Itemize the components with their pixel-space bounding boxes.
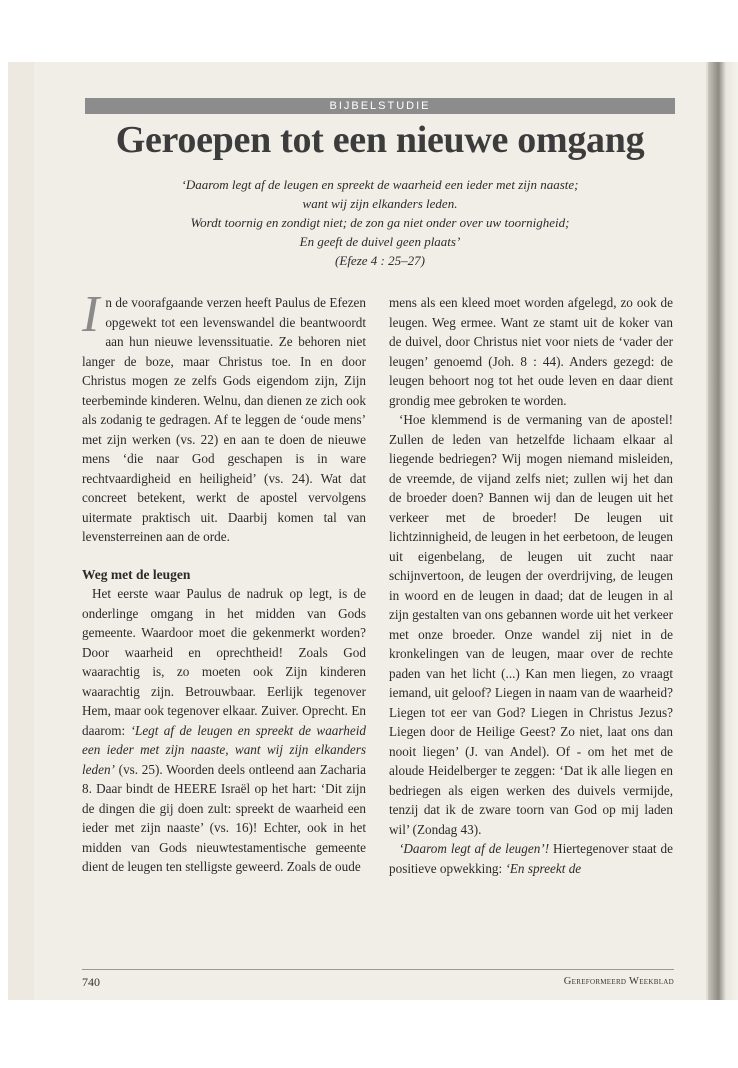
scripture-quote: ‘Daarom legt af de leugen’! — [399, 841, 550, 856]
magazine-name: Gereformeerd Weekblad — [563, 976, 674, 987]
body-text: Het eerste waar Paulus de nadruk op legt, is de onderlinge omgang in het midden van Gods gemeente. Waardoor moet die gekenmerkt worden? Door waarheid en oprechtheid! Zoals God waarachtig is, zo moeten ook Zijn kinderen waarachtig zijn. Betrouwbaar. Eerlijk tegenover Hem, maar ook tegenover elkaar. Zuiver. Oprecht. En daarom: — [82, 586, 366, 738]
body-paragraph — [389, 839, 673, 878]
footer-rule — [82, 969, 674, 970]
motto-line: want wij zijn elkanders leden. — [302, 196, 458, 211]
right-column — [389, 293, 673, 878]
motto-reference: (Efeze 4 : 25–27) — [335, 253, 425, 268]
body-paragraph — [82, 584, 366, 877]
scripture-motto — [85, 175, 675, 270]
article-title: Geroepen tot een nieuwe omgang — [115, 119, 645, 161]
book-spine — [708, 62, 738, 1000]
section-band: BIJBELSTUDIE — [85, 98, 675, 114]
scripture-quote: ‘Legt af de leugen en spreekt de waarheid een ieder met zijn naaste, want wij zijn elkanders leden’ — [82, 722, 366, 777]
intro-paragraph — [82, 286, 366, 547]
motto-line: Wordt toornig en zondigt niet; de zon ga niet onder over uw toornigheid; — [190, 215, 570, 230]
motto-line: En geeft de duivel geen plaats’ — [299, 234, 461, 249]
drop-cap: I — [82, 286, 100, 343]
body-text: (vs. 25). Woorden deels ontleend aan Zacharia 8. Daar bindt de HEERE Israël op het hart: ‘Dit zijn de dingen die gij doen zult: spreekt de waarheid een ieder met zijn naaste’ (vs. 16)! Echter, ook in het midden van Gods nieuwtestamentische gemeente dient de leugen ten stelligste geweerd. Zoals de oude — [82, 761, 366, 874]
page-edges — [8, 62, 34, 1000]
scripture-quote: ‘En spreekt de — [505, 860, 582, 876]
left-column — [82, 286, 366, 877]
page-number: 740 — [82, 975, 100, 989]
subheading: Weg met de leugen — [82, 566, 191, 582]
motto-line: ‘Daarom legt af de leugen en spreekt de waarheid een ieder met zijn naaste; — [181, 177, 579, 192]
body-text: Hiertegenover staat de positieve opwekking: — [389, 841, 673, 876]
intro-text: n de voorafgaande verzen heeft Paulus de Efezen opgewekt tot een levenswandel die beantwoordt aan hun nieuwe levenssituatie. Ze behoren niet langer de boze, maar Christus toe. In en door Christus mogen ze zelfs Gods eigendom zijn, Zijn teerbeminde kinderen. Welnu, dan dienen ze zich ook als zodanig te gedragen. Af te leggen de ‘oude mens’ met zijn werken (vs. 22) en aan te doen de nieuwe mens ‘die naar God geschapen is in ware rechtvaardigheid en heiligheid’ (vs. 24). Wat dat concreet betekent, werkt de apostel vervolgens uitermate praktisch uit. Daarbij komen tal van levensterreinen aan de orde. — [82, 295, 366, 544]
quotation-paragraph: ‘Hoe klemmend is de vermaning van de apostel! Zullen de leden van hetzelfde lichaam elkaar al liegende bedriegen? Wij mogen niemand misleiden, de vreemde, de vijand zelfs niet; zullen wij het dan de broeder doen? Bannen wij dan de leugen uit het verkeer met de broeder! De leugen uit lichtzinnigheid, de leugen in het eerbetoon, de leugen uit eigenbelang, de leugen uit zucht naar schijnvertoon, de leugen der overdrijving, de leugen in woord en de leugen in daad; dat de leugen in al zijn gestalten van ons gebannen worde uit het verkeer met onze broeder. Onze wandel zij niet in de kronkelingen van de leugen, maar over de rechte paden van het licht (...) Kan men liegen, zo vraagt iemand, uit geloof? Liegen in naam van de waarheid? Liegen tot eer van God? Liegen in Christus Jezus? Liegen door de Heilige Geest? Zo niet, laat ons dan nooit liegen’ (J. van Andel). Of - om het met de aloude Heidelberger te zeggen: ‘Dat ik alle liegen en bedriegen als eigen werken des duivels vermijde, tenzij dat ik de zware toorn van God op mij laden wil’ (Zondag 43). — [389, 412, 673, 837]
body-paragraph: mens als een kleed moet worden afgelegd, zo ook de leugen. Weg ermee. Want ze stamt uit de koker van de duivel, door Christus niet voor niets de ‘vader der leugen’ genoemd (Joh. 8 : 44). Anders gezegd: de leugen behoort nog tot het oude leven en daar dient grondig mee gebroken te worden. — [389, 295, 673, 408]
